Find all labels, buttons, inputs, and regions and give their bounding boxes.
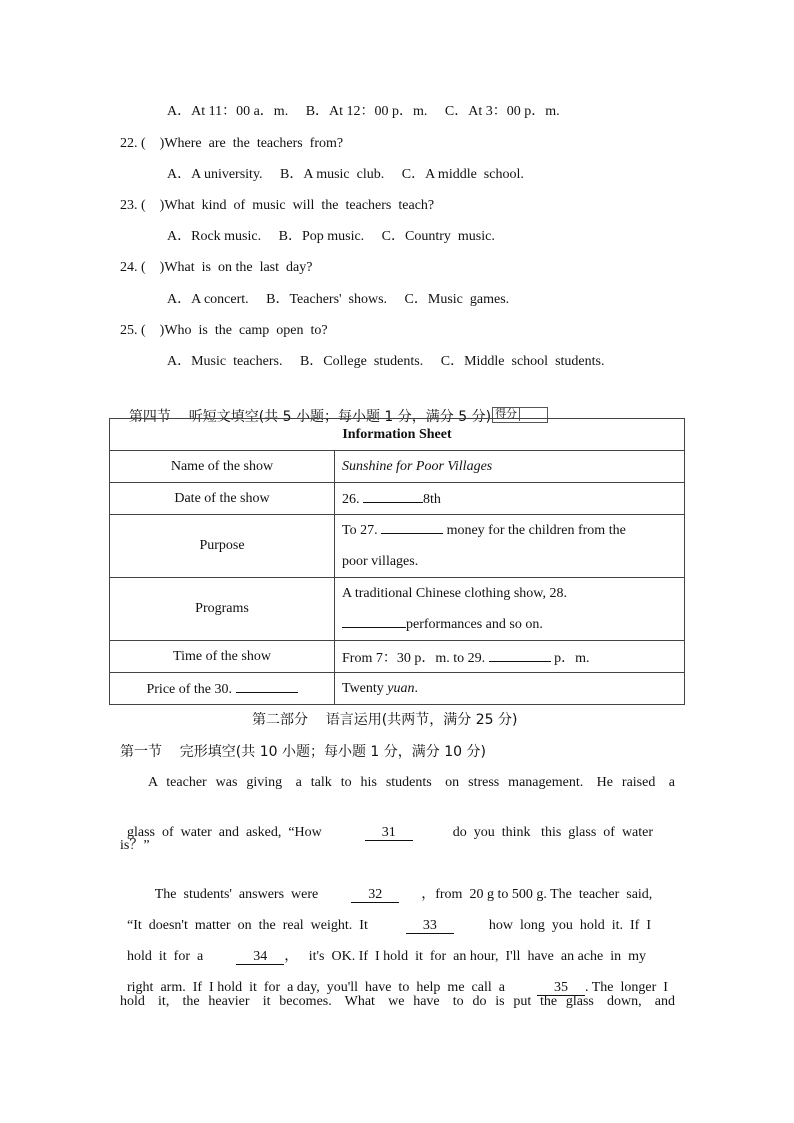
- passage-line-6a: hold it for a: [127, 949, 204, 964]
- blank-34[interactable]: 34: [236, 949, 284, 965]
- price-value-prefix: Twenty: [342, 680, 388, 696]
- time-prefix: From 7：30 p．m. to 29.: [342, 650, 486, 666]
- table-row: [110, 515, 685, 578]
- blank-33[interactable]: 33: [406, 918, 454, 934]
- programs-label: Programs: [110, 578, 335, 641]
- time-label: Time of the show: [110, 641, 335, 673]
- blank-28[interactable]: [342, 614, 406, 628]
- programs-value: [335, 578, 685, 641]
- question-22-stem: 22. ( )Where are the teachers from?: [120, 136, 344, 151]
- passage-line-5a: “It doesn't matter on the real weight. It: [127, 918, 368, 933]
- table-row: [110, 578, 685, 641]
- price-value-suffix: .: [414, 680, 419, 696]
- table-row: [110, 483, 685, 515]
- time-suffix: p．m.: [550, 650, 590, 666]
- passage-line-7: [120, 961, 668, 997]
- purpose-line1-suffix: money for the children from the: [443, 523, 626, 538]
- passage-line-1: A teacher was giving a talk to his students on stress management. He raised a: [148, 775, 675, 790]
- score-label: 得分: [493, 407, 520, 421]
- question-24-stem: 24. ( )What is on the last day?: [120, 260, 313, 275]
- blank-27[interactable]: [381, 520, 443, 534]
- date-value: [335, 483, 685, 515]
- blank-31[interactable]: 31: [365, 825, 413, 841]
- question-25-stem: 25. ( )Who is the camp open to?: [120, 323, 328, 338]
- part-2-title: 第二部分 语言运用(共两节，满分 25 分): [252, 712, 518, 728]
- passage-line-6b: ， it's OK. If I hold it for an hour, I'll have an ache in my: [284, 949, 647, 964]
- passage-line-4a: The students' answers were: [154, 887, 319, 902]
- programs-line1: A traditional Chinese clothing show, 28.: [342, 586, 568, 601]
- price-value: [335, 673, 685, 705]
- date-prefix: 26.: [342, 492, 360, 507]
- passage-line-8: hold it, the heavier it becomes. What we have to do is put the glass down, and: [120, 994, 675, 1009]
- purpose-value: [335, 515, 685, 578]
- purpose-label: Purpose: [110, 515, 335, 578]
- information-sheet-table: [109, 418, 685, 705]
- blank-26[interactable]: [363, 489, 423, 503]
- date-suffix: 8th: [423, 492, 441, 507]
- question-24-options: A．A concert. B．Teachers' shows. C．Music games.: [167, 292, 510, 307]
- name-label: Name of the show: [110, 451, 335, 483]
- passage-line-7a: right arm. If I hold it for a day, you'll have to help me call a: [127, 980, 505, 995]
- blank-30[interactable]: [236, 679, 298, 693]
- blank-35[interactable]: 35: [537, 980, 585, 996]
- price-value-italic: yuan: [387, 680, 415, 696]
- price-label: [110, 673, 335, 705]
- purpose-prefix: To 27.: [342, 523, 378, 538]
- passage-line-2: [120, 806, 653, 842]
- table-row: [110, 451, 685, 483]
- q21-options: A．At 11：00 a．m. B．At 12：00 p．m. C．At 3：00 p．m.: [167, 104, 560, 119]
- table-header: Information Sheet: [110, 419, 685, 451]
- table-row: [110, 641, 685, 673]
- section-1-title: 第一节 完形填空(共 10 小题；每小题 1 分，满分 10 分): [120, 744, 486, 760]
- passage-line-2a: glass of water and asked, “How: [127, 825, 322, 840]
- purpose-line2: poor villages.: [342, 554, 419, 569]
- blank-29[interactable]: [489, 648, 551, 662]
- passage-line-4b: ，from 20 g to 500 g. The teacher said,: [421, 887, 653, 902]
- section-4-title: 第四节 听短文填空(共 5 小题；每小题 1 分，满分 5 分): [128, 409, 492, 425]
- programs-line2-suffix: performances and so on.: [406, 617, 543, 632]
- passage-line-7b: . The longer I: [584, 980, 668, 995]
- time-value: [335, 641, 685, 673]
- table-row: [110, 673, 685, 705]
- question-22-options: A．A university. B．A music club. C．A middle school.: [167, 167, 524, 182]
- price-label-text: Price of the 30.: [146, 682, 233, 697]
- passage-line-3: is？”: [120, 838, 150, 853]
- name-value: Sunshine for Poor Villages: [335, 451, 685, 483]
- date-label: Date of the show: [110, 483, 335, 515]
- question-23-stem: 23. ( )What kind of music will the teachers teach?: [120, 198, 435, 213]
- blank-32[interactable]: 32: [351, 887, 399, 903]
- passage-line-5b: how long you hold it. If I: [488, 918, 651, 933]
- question-23-options: A．Rock music. B．Pop music. C．Country music.: [167, 229, 495, 244]
- passage-line-2b: do you think this glass of water: [452, 825, 654, 840]
- question-25-options: A．Music teachers. B．College students. C．Middle school students.: [167, 354, 605, 369]
